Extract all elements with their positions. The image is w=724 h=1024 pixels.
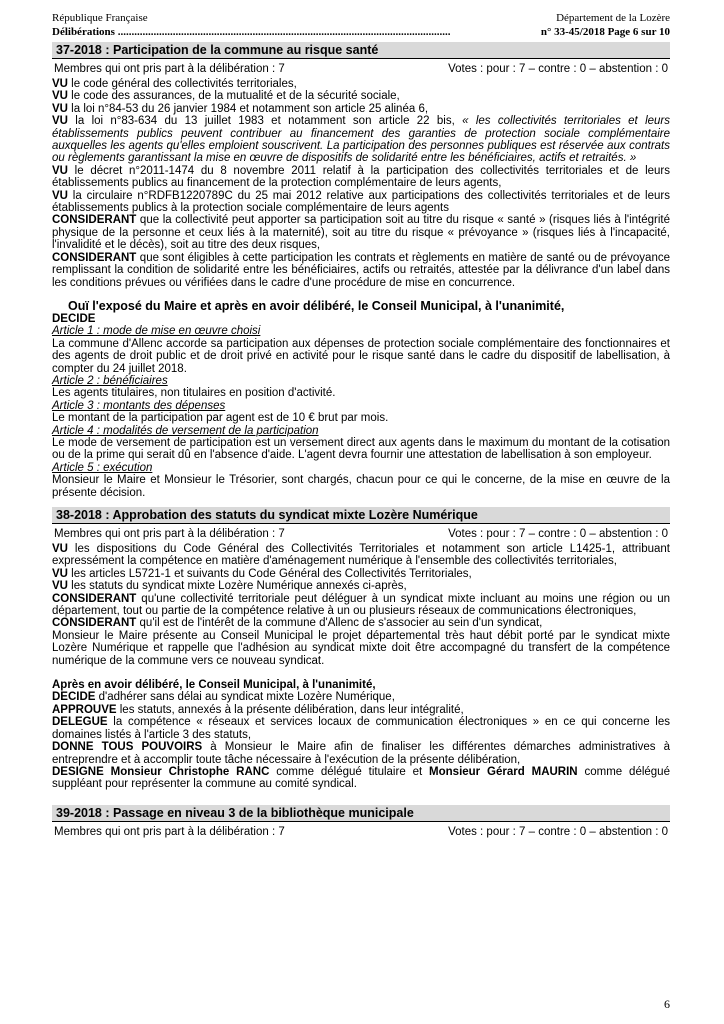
section-38-members: Membres qui ont pris part à la délibération : 7 [54, 528, 285, 540]
section-37-votes-row [52, 59, 670, 78]
header-republic: République Française [52, 12, 148, 24]
s38-decide: DECIDE d'adhérer sans délai au syndicat mixte Lozère Numérique, [52, 691, 395, 704]
s38-delegue: DELEGUE la compétence « réseaux et services locaux de communication électroniques » en ce qui concerne les domaines listés à l'article 3 des statuts, [52, 716, 670, 741]
s37-article-4-text: Le mode de versement de participation est un versement direct aux agents dans le maximum du montant de la cotisation ou de la prime qui serait dû en l'absence d'aide. L'agent devra fournir une attestation de labellisation à son employeur. [52, 436, 670, 462]
section-39-votes: Votes : pour : 7 – contre : 0 – abstention : 0 [448, 825, 668, 838]
s38-vu-2: VU les articles L5721-1 et suivants du Code Général des Collectivités Territoriales, [52, 567, 472, 580]
document-page [52, 12, 670, 841]
s37-article-3-text: Le montant de la participation par agent est de 10 € brut par mois. [52, 412, 389, 425]
s37-article-5-title: Article 5 : exécution [52, 461, 153, 474]
header-deliberations: Délibérations ......................................................................................................................... [52, 26, 451, 38]
page-header [52, 12, 670, 39]
section-38-votes: Votes : pour : 7 – contre : 0 – abstention : 0 [448, 528, 668, 540]
s37-considerant-1: CONSIDERANT que la collectivité peut apporter sa participation soit au titre du risque « santé » (risques liés à l'intégrité physique de la personne et ceux liés à la maternité), soit au titre du risque « prévoyance » (risques liés à l'incapacité, l'invalidité et le décès), soit au titre des deux risques, [52, 214, 670, 252]
s37-article-2-title: Article 2 : bénéficiaires [52, 374, 168, 387]
s37-vu-4: VU la loi n°83-634 du 13 juillet 1983 et notamment son article 22 bis, « les collectivités territoriales et leurs établissements publics peuvent contribuer au financement des garanties de protection sociale complémentaire auxquelles les agents qu'elles emploient souscrivent. La participation des personnes publiques est réservée aux contrats ou règlements garantissant la mise en œuvre de dispositifs de solidarité entre les bénéficiaires, actifs et retraités. » [52, 115, 670, 165]
section-39-title: 39-2018 : Passage en niveau 3 de la bibliothèque municipale [52, 805, 670, 822]
page-number: 6 [664, 997, 670, 1011]
s37-article-1-text: La commune d'Allenc accorde sa participation aux dépenses de protection sociale complémentaire des fonctionnaires et des agents de droit public et de droit privé en activité pour le risque santé dans le cadre du dispositif de labellisation, à compter du 24 juillet 2018. [52, 337, 670, 375]
section-37-votes: Votes : pour : 7 – contre : 0 – abstention : 0 [448, 63, 668, 75]
s38-approuve: APPROUVE les statuts, annexés à la présente délibération, dans leur intégralité, [52, 703, 464, 716]
s38-vu-3: VU les statuts du syndicat mixte Lozère Numérique annexés ci-après, [52, 580, 407, 593]
s37-article-1-title: Article 1 : mode de mise en œuvre choisi [52, 325, 261, 338]
section-39-members: Membres qui ont pris part à la délibération : 7 [54, 825, 285, 838]
header-page-ref: n° 33-45/2018 Page 6 sur 10 [540, 26, 670, 38]
section-37-members: Membres qui ont pris part à la délibération : 7 [54, 63, 285, 75]
s37-article-3-title: Article 3 : montants des dépenses [52, 399, 226, 412]
s38-donne-pouvoirs: DONNE TOUS POUVOIRS à Monsieur le Maire afin de finaliser les différentes démarches administratives à entreprendre et à accomplir toute tâche nécessaire à l'exécution de la présente délibération, [52, 741, 670, 766]
s38-considerant-2: CONSIDERANT qu'il est de l'intérêt de la commune d'Allenc de s'associer au sein d'un syndicat, [52, 617, 543, 630]
s38-considerant-1: CONSIDERANT qu'une collectivité territoriale peut déléguer à un syndicat mixte incluant au moins une région ou un département, tout ou partie de la compétence relative à un ou plusieurs réseaux de communications électroniques, [52, 592, 670, 618]
s37-article-2-text: Les agents titulaires, non titulaires en position d'activité. [52, 387, 336, 400]
header-department: Département de la Lozère [556, 12, 670, 24]
s38-decision-heading: Après en avoir délibéré, le Conseil Municipal, à l'unanimité, [52, 679, 376, 692]
s37-considerant-2: CONSIDERANT que sont éligibles à cette participation les contrats et règlements en matière de santé ou de prévoyance remplissant la condition de solidarité entre les bénéficiaires, actifs ou retraités, attestée par la délivrance d'un label dans les conditions prévues ou vérifiées dans le cadre d'une procédure de mise en concurrence. [52, 251, 670, 289]
s38-vu-1: VU les dispositions du Code Général des Collectivités Territoriales et notamment son article L1425-1, attribuant expressément la compétence en matière d'aménagement numérique à l'ensemble des collectivités territoriales, [52, 543, 670, 568]
section-38-votes-row [52, 524, 670, 543]
s37-vu-5: VU le décret n°2011-1474 du 8 novembre 2011 relatif à la participation des collectivités territoriales et de leurs établissements publics au financement de la protection complémentaire de leurs agents, [52, 164, 670, 190]
section-37-title: 37-2018 : Participation de la commune au risque santé [52, 42, 670, 59]
s38-designe: DESIGNE Monsieur Christophe RANC comme délégué titulaire et Monsieur Gérard MAURIN comme délégué suppléant pour représenter la commune au comité syndical. [52, 765, 670, 791]
section-39-votes-row [52, 822, 670, 841]
s37-decide: DECIDE [52, 312, 96, 325]
s37-vu-6: VU la circulaire n°RDFB1220789C du 25 mai 2012 relative aux participations des collectivités territoriales et de leurs établissements publics à la protection sociale complémentaire de leurs agents [52, 189, 670, 215]
s37-vu-2: VU le code des assurances, de la mutualité et de la sécurité sociale, [52, 90, 400, 103]
s37-decision-heading: Ouï l'exposé du Maire et après en avoir délibéré, le Conseil Municipal, à l'unanimité, [68, 298, 565, 313]
s37-article-4-title: Article 4 : modalités de versement de la participation [52, 424, 319, 437]
s37-vu-1: VU le code général des collectivités territoriales, [52, 78, 297, 90]
s38-intro: Monsieur le Maire présente au Conseil Municipal le projet départemental très haut débit porté par le syndicat mixte Lozère Numérique et rappelle que l'adhésion au syndicat mixte doit être accompagné du transfert de la compétence numérique de la commune vers ce nouveau syndicat. [52, 629, 670, 667]
s37-vu-3: VU la loi n°84-53 du 26 janvier 1984 et notamment son article 25 alinéa 6, [52, 102, 429, 115]
section-38-title: 38-2018 : Approbation des statuts du syndicat mixte Lozère Numérique [52, 507, 670, 524]
s37-article-5-text: Monsieur le Maire et Monsieur le Trésorier, sont chargés, chacun pour ce qui le concerne, de la mise en œuvre de la présente décision. [52, 474, 670, 499]
